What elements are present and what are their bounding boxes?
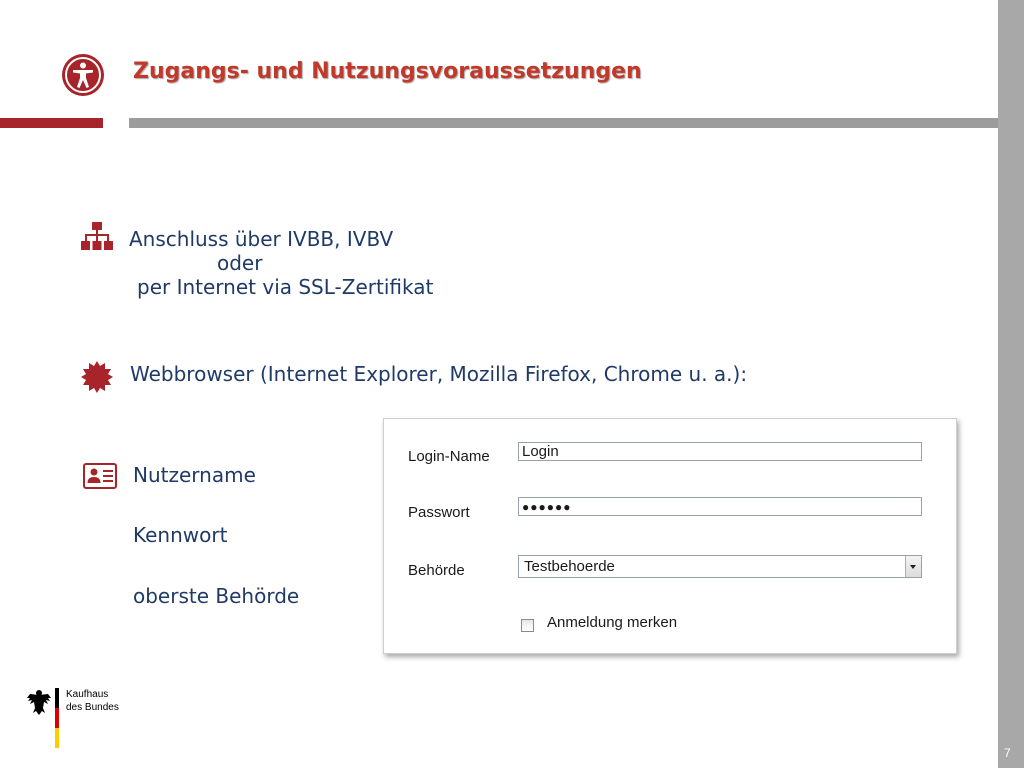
accessibility-icon bbox=[61, 53, 105, 97]
credential-username: Nutzername bbox=[133, 463, 256, 487]
login-name-label: Login-Name bbox=[408, 448, 490, 465]
authority-select[interactable] bbox=[518, 555, 922, 578]
badge-icon bbox=[81, 361, 113, 393]
chevron-down-icon[interactable] bbox=[905, 556, 921, 577]
title-rule-gray bbox=[129, 118, 998, 128]
footer-line-2: des Bundes bbox=[66, 702, 119, 713]
id-card-icon bbox=[83, 463, 117, 489]
login-form bbox=[383, 418, 957, 654]
password-label: Passwort bbox=[408, 504, 470, 521]
browser-text: Webbrowser (Internet Explorer, Mozilla Firefox, Chrome u. a.): bbox=[130, 362, 748, 386]
federal-eagle-icon bbox=[27, 688, 51, 716]
connection-line-3: per Internet via SSL-Zertifikat bbox=[137, 275, 434, 299]
title-rule-red bbox=[0, 118, 103, 128]
login-name-input[interactable]: Login bbox=[518, 442, 922, 461]
authority-select-value: Testbehoerde bbox=[524, 558, 615, 575]
password-input[interactable]: ●●●●●● bbox=[518, 497, 922, 516]
page-number: 7 bbox=[1004, 746, 1011, 760]
network-icon bbox=[81, 222, 113, 252]
connection-line-2: oder bbox=[217, 251, 263, 275]
authority-label: Behörde bbox=[408, 562, 465, 579]
footer-line-1: Kaufhaus bbox=[66, 689, 109, 700]
flag-stripe bbox=[55, 688, 59, 748]
right-side-bar bbox=[998, 0, 1024, 768]
footer-brand bbox=[66, 688, 119, 714]
remember-label: Anmeldung merken bbox=[547, 614, 678, 631]
page-title: Zugangs- und Nutzungsvoraussetzungen bbox=[133, 59, 642, 84]
connection-line-1: Anschluss über IVBB, IVBV bbox=[129, 227, 394, 251]
credential-password: Kennwort bbox=[133, 523, 228, 547]
credential-authority: oberste Behörde bbox=[133, 584, 300, 608]
remember-checkbox[interactable] bbox=[521, 619, 534, 632]
